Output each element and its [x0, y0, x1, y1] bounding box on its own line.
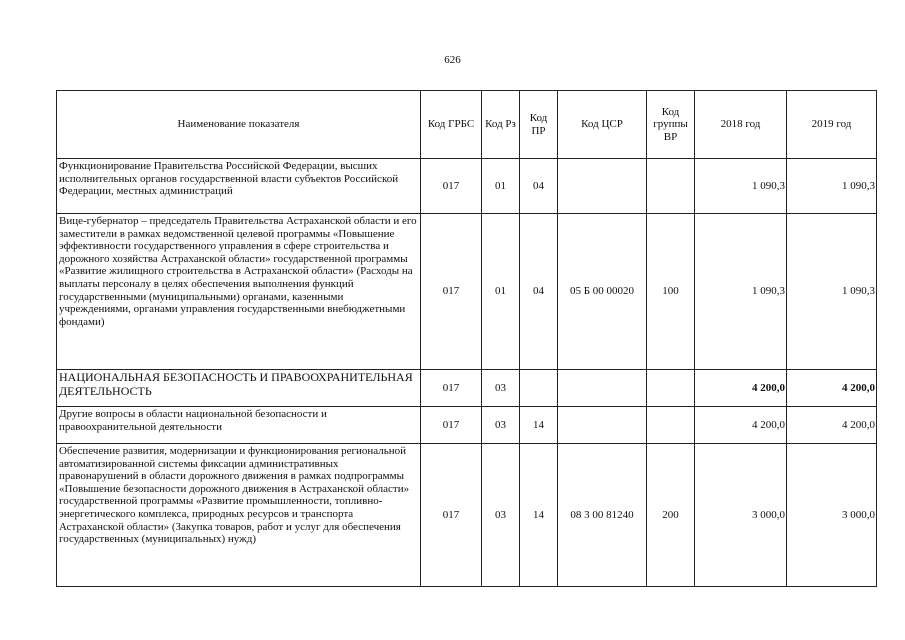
row-grbs: 017 — [421, 370, 482, 407]
row-csr: 08 3 00 81240 — [558, 444, 647, 587]
row-grbs: 017 — [421, 407, 482, 444]
table-row — [57, 370, 877, 407]
row-pr — [520, 370, 558, 407]
table-row — [57, 159, 877, 214]
row-2018: 1 090,3 — [695, 214, 787, 370]
row-2018: 4 200,0 — [695, 407, 787, 444]
table-row — [57, 214, 877, 370]
table-header-row — [57, 91, 877, 159]
row-grbs: 017 — [421, 159, 482, 214]
row-name: Вице-губернатор – председатель Правительства Астраханской области и его заместители в рамках ведомственной целевой программы «Повышение эффективности государственного управления в сфере строительства и дорожного хозяйства Астраханской области» государственной программы «Развитие жилищного строительства в Астраханской области» (Расходы на выплаты персоналу в целях обеспечения выполнения функций государственными (муниципальными) органами, казенными учреждениями, органами управления государственными внебюджетными фондами) — [57, 214, 421, 370]
row-name: НАЦИОНАЛЬНАЯ БЕЗОПАСНОСТЬ И ПРАВООХРАНИТЕЛЬНАЯ ДЕЯТЕЛЬНОСТЬ — [57, 370, 421, 407]
row-name: Другие вопросы в области национальной безопасности и правоохранительной деятельности — [57, 407, 421, 444]
header-csr: Код ЦСР — [558, 91, 647, 159]
table-row — [57, 444, 877, 587]
header-pr: Код ПР — [520, 91, 558, 159]
row-csr — [558, 407, 647, 444]
header-rz: Код Рз — [482, 91, 520, 159]
row-2018: 3 000,0 — [695, 444, 787, 587]
row-csr: 05 Б 00 00020 — [558, 214, 647, 370]
row-pr: 14 — [520, 444, 558, 587]
row-csr — [558, 159, 647, 214]
header-2018: 2018 год — [695, 91, 787, 159]
row-2018: 1 090,3 — [695, 159, 787, 214]
page-number: 626 — [444, 54, 461, 66]
row-name: Функционирование Правительства Российской Федерации, высших исполнительных органов государственной власти субъектов Российской Федерации, местных администраций — [57, 159, 421, 214]
row-csr — [558, 370, 647, 407]
row-name: Обеспечение развития, модернизации и функционирования региональной автоматизированной системы фиксации административных правонарушений в области дорожного движения в рамках подпрограммы «Повышение безопасности дорожного движения в Астраханской области» государственной программы «Развитие промышленности, топливно-энергетического комплекса, природных ресурсов и транспорта Астраханской области» (Закупка товаров, работ и услуг для обеспечения государственных (муниципальных) нужд) — [57, 444, 421, 587]
row-2019: 4 200,0 — [787, 407, 877, 444]
row-vr — [647, 159, 695, 214]
row-rz: 03 — [482, 370, 520, 407]
row-vr: 100 — [647, 214, 695, 370]
header-2019: 2019 год — [787, 91, 877, 159]
budget-table — [56, 90, 877, 587]
row-rz: 01 — [482, 159, 520, 214]
header-name: Наименование показателя — [57, 91, 421, 159]
row-2019: 1 090,3 — [787, 214, 877, 370]
row-rz: 03 — [482, 444, 520, 587]
table-row — [57, 407, 877, 444]
row-2018: 4 200,0 — [695, 370, 787, 407]
row-2019: 1 090,3 — [787, 159, 877, 214]
row-pr: 04 — [520, 214, 558, 370]
row-rz: 01 — [482, 214, 520, 370]
row-pr: 14 — [520, 407, 558, 444]
row-rz: 03 — [482, 407, 520, 444]
row-2019: 4 200,0 — [787, 370, 877, 407]
row-vr — [647, 370, 695, 407]
header-vr: Код группы ВР — [647, 91, 695, 159]
row-2019: 3 000,0 — [787, 444, 877, 587]
row-grbs: 017 — [421, 444, 482, 587]
row-vr — [647, 407, 695, 444]
row-vr: 200 — [647, 444, 695, 587]
row-grbs: 017 — [421, 214, 482, 370]
row-pr: 04 — [520, 159, 558, 214]
header-grbs: Код ГРБС — [421, 91, 482, 159]
